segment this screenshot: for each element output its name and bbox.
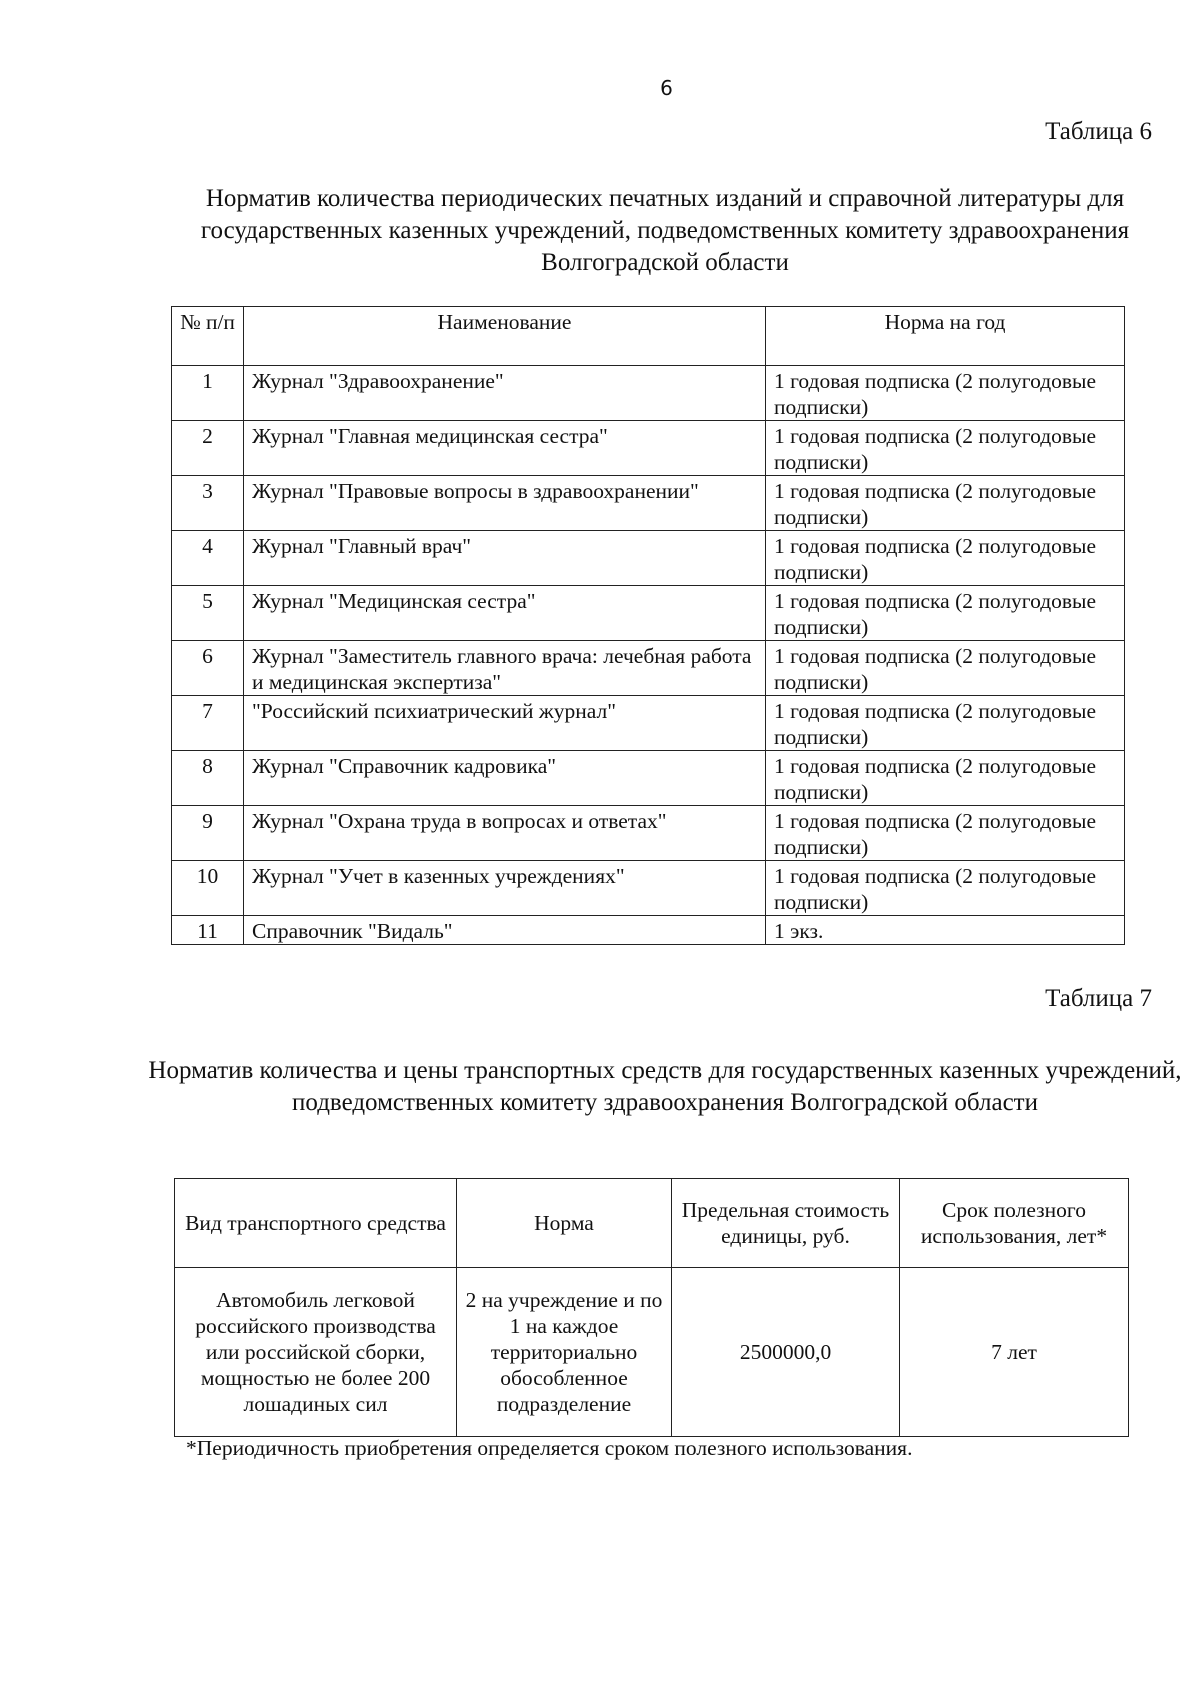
row-num: 11 xyxy=(172,916,244,945)
row-norm: 1 годовая подписка (2 полугодовые подписки) xyxy=(766,641,1125,696)
row-norm: 2 на учреждение и по 1 на каждое территориально обособленное подразделение xyxy=(457,1268,672,1437)
table-row xyxy=(172,916,1125,945)
row-num: 8 xyxy=(172,751,244,806)
row-name: Журнал "Правовые вопросы в здравоохранении" xyxy=(244,476,766,531)
row-num: 4 xyxy=(172,531,244,586)
row-num: 2 xyxy=(172,421,244,476)
table-row xyxy=(172,696,1125,751)
table7-title: Норматив количества и цены транспортных средств для государственных казенных учреждений, подведомственных комитету здравоохранения Волгоградской области xyxy=(148,1057,1182,1116)
table7-label: Таблица 7 xyxy=(1045,985,1152,1012)
header-vehicle: Вид транспортного средства xyxy=(175,1179,457,1268)
table-row xyxy=(172,476,1125,531)
row-norm: 1 годовая подписка (2 полугодовые подписки) xyxy=(766,366,1125,421)
row-norm: 1 годовая подписка (2 полугодовые подписки) xyxy=(766,586,1125,641)
row-norm: 1 экз. xyxy=(766,916,1125,945)
row-num: 1 xyxy=(172,366,244,421)
vehicles-table xyxy=(174,1178,1129,1437)
row-num: 6 xyxy=(172,641,244,696)
row-name: Справочник "Видаль" xyxy=(244,916,766,945)
row-name: Журнал "Главная медицинская сестра" xyxy=(244,421,766,476)
row-norm: 1 годовая подписка (2 полугодовые подписки) xyxy=(766,531,1125,586)
table-row xyxy=(175,1268,1129,1437)
row-term: 7 лет xyxy=(900,1268,1129,1437)
header-num: № п/п xyxy=(172,307,244,366)
table-row xyxy=(172,586,1125,641)
table6-title: Норматив количества периодических печатных изданий и справочной литературы для государственных казенных учреждений, подведомственных комитету здравоохранения Волгоградской области xyxy=(200,185,1130,276)
table6-label: Таблица 6 xyxy=(1045,118,1152,145)
row-norm: 1 годовая подписка (2 полугодовые подписки) xyxy=(766,861,1125,916)
header-name: Наименование xyxy=(244,307,766,366)
periodicals-table xyxy=(171,306,1125,945)
header-norm: Норма xyxy=(457,1179,672,1268)
table-row xyxy=(172,751,1125,806)
table-row xyxy=(172,641,1125,696)
page-number: 6 xyxy=(660,76,673,100)
header-term: Срок полезного использования, лет* xyxy=(900,1179,1129,1268)
row-name: Журнал "Учет в казенных учреждениях" xyxy=(244,861,766,916)
header-price: Предельная стоимость единицы, руб. xyxy=(672,1179,900,1268)
row-norm: 1 годовая подписка (2 полугодовые подписки) xyxy=(766,476,1125,531)
table-header-row xyxy=(172,307,1125,366)
table-row xyxy=(172,806,1125,861)
row-num: 7 xyxy=(172,696,244,751)
header-norm: Норма на год xyxy=(766,307,1125,366)
row-norm: 1 годовая подписка (2 полугодовые подписки) xyxy=(766,806,1125,861)
row-name: Журнал "Главный врач" xyxy=(244,531,766,586)
row-norm: 1 годовая подписка (2 полугодовые подписки) xyxy=(766,751,1125,806)
row-price: 2500000,0 xyxy=(672,1268,900,1437)
row-vehicle: Автомобиль легковой российского производства или российской сборки, мощностью не более 200 лошадиных сил xyxy=(175,1268,457,1437)
row-name: Журнал "Здравоохранение" xyxy=(244,366,766,421)
table-row xyxy=(172,421,1125,476)
row-num: 5 xyxy=(172,586,244,641)
row-name: Журнал "Охрана труда в вопросах и ответах" xyxy=(244,806,766,861)
table-row xyxy=(172,366,1125,421)
row-name: "Российский психиатрический журнал" xyxy=(244,696,766,751)
table-row xyxy=(172,531,1125,586)
row-norm: 1 годовая подписка (2 полугодовые подписки) xyxy=(766,696,1125,751)
row-num: 9 xyxy=(172,806,244,861)
row-name: Журнал "Медицинская сестра" xyxy=(244,586,766,641)
row-name: Журнал "Справочник кадровика" xyxy=(244,751,766,806)
table-header-row xyxy=(175,1179,1129,1268)
row-num: 10 xyxy=(172,861,244,916)
row-norm: 1 годовая подписка (2 полугодовые подписки) xyxy=(766,421,1125,476)
row-num: 3 xyxy=(172,476,244,531)
row-name: Журнал "Заместитель главного врача: лечебная работа и медицинская экспертиза" xyxy=(244,641,766,696)
table-row xyxy=(172,861,1125,916)
footnote: *Периодичность приобретения определяется сроком полезного использования. xyxy=(186,1436,913,1460)
